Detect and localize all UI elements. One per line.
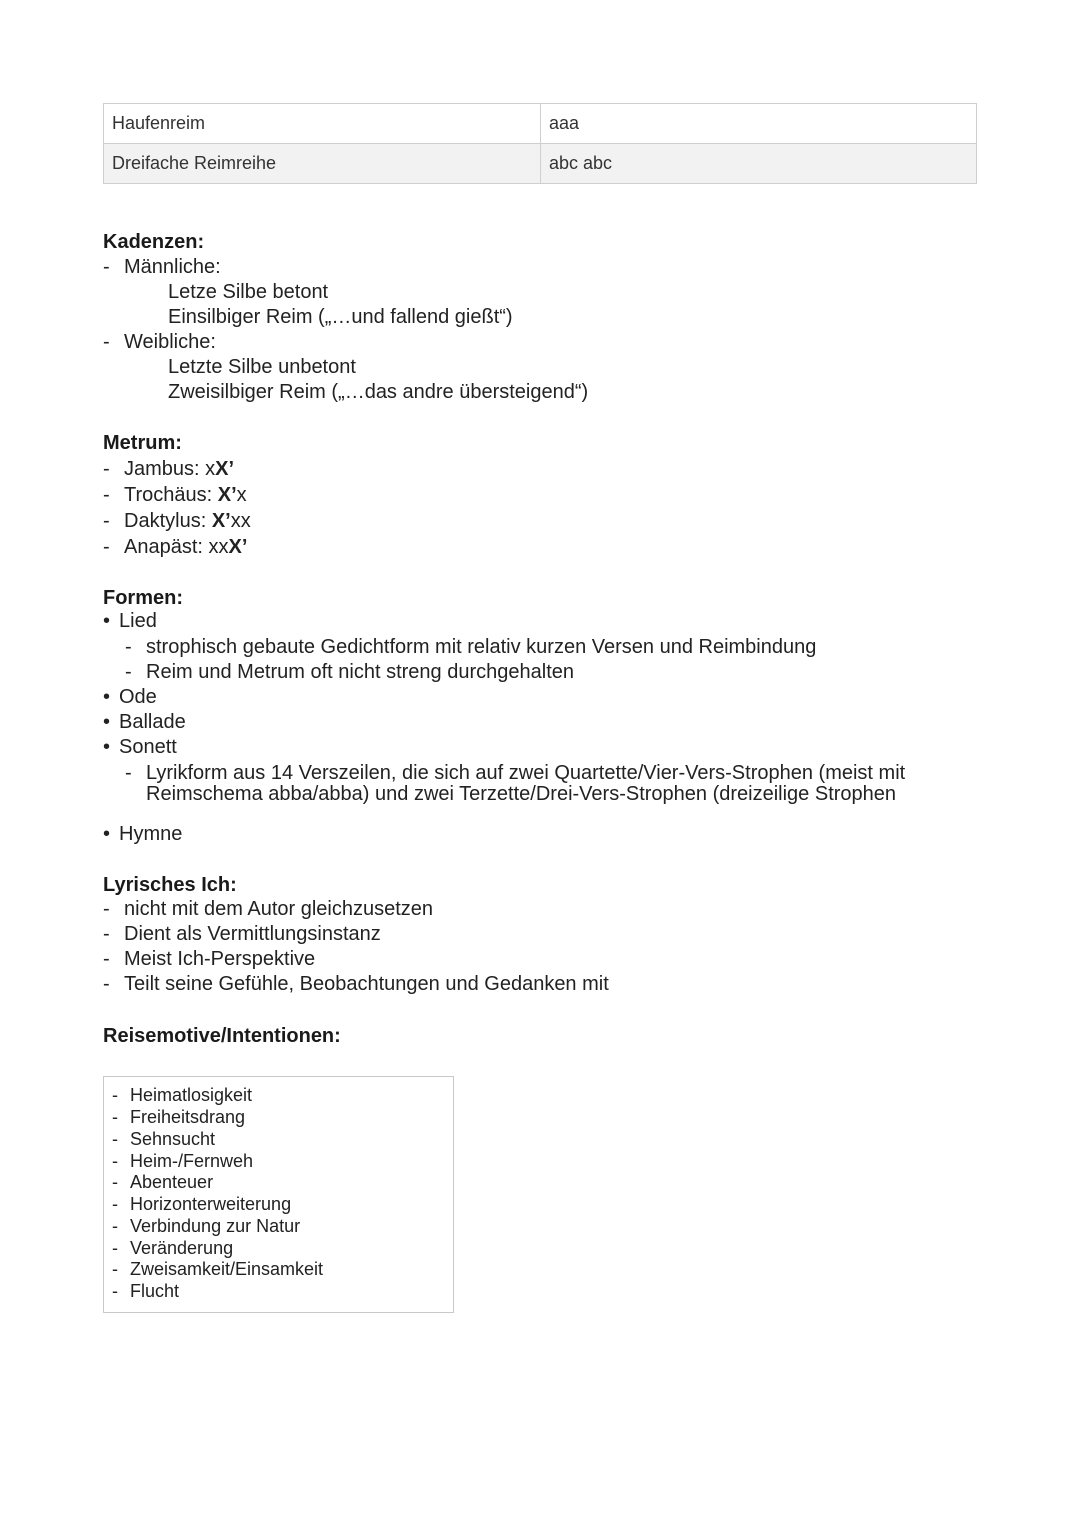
- kadenz-maennlich-line1: Letze Silbe betont: [168, 281, 329, 303]
- formen-heading: Formen:: [103, 587, 183, 609]
- list-dash: -: [125, 661, 132, 683]
- kadenz-maennlich-label: Männliche:: [124, 256, 221, 278]
- kadenzen-heading: Kadenzen:: [103, 231, 205, 253]
- form-ballade: Ballade: [119, 711, 186, 733]
- metrum-item: Jambus: xX’: [124, 458, 235, 480]
- form-lied-sub: strophisch gebaute Gedichtform mit relativ kurzen Versen und Reimbindung: [146, 636, 817, 658]
- bullet: •: [103, 823, 111, 845]
- kadenz-maennlich-line2: Einsilbiger Reim („…und fallend gießt“): [168, 306, 513, 328]
- kadenz-weiblich-line1: Letzte Silbe unbetont: [168, 356, 356, 378]
- form-sonett-sub: Reimschema abba/abba) und zwei Terzette/Drei-Vers-Strophen (dreizeilige Strophen: [146, 783, 897, 805]
- rhyme-scheme-cell: abc abc: [541, 144, 977, 184]
- metrum-item: Anapäst: xxX’: [124, 536, 248, 558]
- metrum-heading: Metrum:: [103, 432, 182, 454]
- list-dash: -: [125, 762, 132, 784]
- list-dash: -: [103, 898, 110, 920]
- list-item: Dient als Vermittlungsinstanz: [124, 923, 381, 945]
- form-sonett-sub: Lyrikform aus 14 Verszeilen, die sich auf zwei Quartette/Vier-Vers-Strophen (meist mit: [146, 762, 906, 784]
- bullet: •: [103, 686, 111, 708]
- list-item: nicht mit dem Autor gleichzusetzen: [124, 898, 434, 920]
- metrum-item: Trochäus: X’x: [124, 484, 247, 506]
- table-row: [104, 144, 977, 184]
- list-dash: -: [103, 923, 110, 945]
- metrum-item: Daktylus: X’xx: [124, 510, 251, 532]
- bullet: •: [103, 610, 111, 632]
- rhyme-name-cell: Dreifache Reimreihe: [104, 144, 541, 184]
- lyrisches-ich-heading: Lyrisches Ich:: [103, 874, 237, 896]
- kadenz-weiblich-label: Weibliche:: [124, 331, 216, 353]
- form-lied: Lied: [119, 610, 157, 632]
- list-item: Meist Ich-Perspektive: [124, 948, 316, 970]
- kadenz-weiblich-line2: Zweisilbiger Reim („…das andre übersteigend“): [168, 381, 589, 403]
- list-dash: -: [103, 331, 110, 353]
- reisemotive-box: - Heimatlosigkeit - Freiheitsdrang - Sehnsucht - Heim-/Fernweh - Abenteuer - Horizonterweiterung - Verbindung zur Natur - Veränderung - Zweisamkeit/Einsamkeit - Flucht: [103, 1076, 454, 1313]
- reisemotive-heading: Reisemotive/Intentionen:: [103, 1025, 341, 1047]
- list-dash: -: [125, 636, 132, 658]
- table-row: [104, 104, 977, 144]
- list-dash: -: [103, 510, 110, 532]
- list-item: Teilt seine Gefühle, Beobachtungen und Gedanken mit: [124, 973, 609, 995]
- rhyme-table: [103, 103, 977, 184]
- list-dash: -: [103, 536, 110, 558]
- rhyme-name-cell: Haufenreim: [104, 104, 541, 144]
- list-dash: -: [103, 458, 110, 480]
- form-ode: Ode: [119, 686, 157, 708]
- list-dash: -: [103, 484, 110, 506]
- rhyme-scheme-cell: aaa: [541, 104, 977, 144]
- form-sonett: Sonett: [119, 736, 177, 758]
- list-dash: -: [103, 256, 110, 278]
- list-dash: -: [103, 973, 110, 995]
- list-dash: -: [103, 948, 110, 970]
- bullet: •: [103, 736, 111, 758]
- form-hymne: Hymne: [119, 823, 183, 845]
- form-lied-sub: Reim und Metrum oft nicht streng durchgehalten: [146, 661, 574, 683]
- bullet: •: [103, 711, 111, 733]
